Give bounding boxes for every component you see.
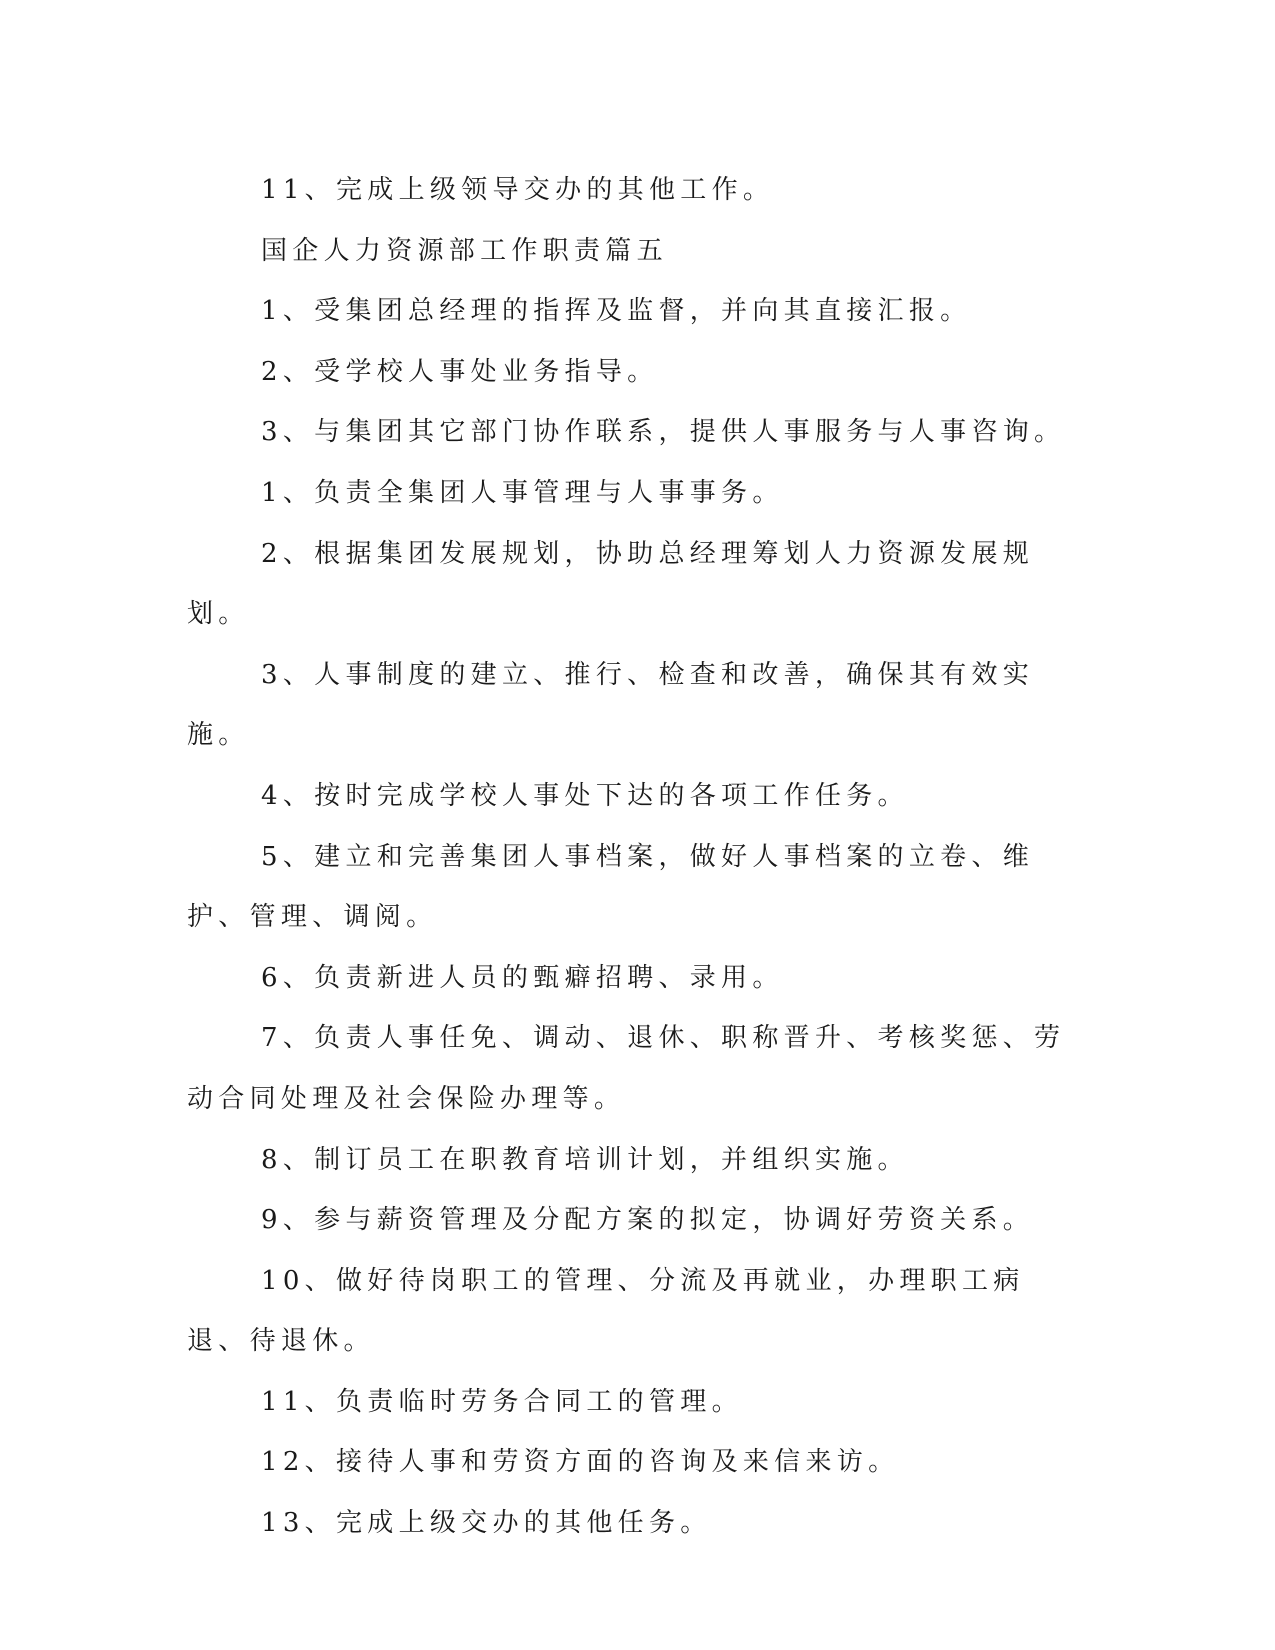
paragraph-reporting-2: 2、受学校人事处业务指导。 [261, 356, 659, 387]
paragraph-duty-6: 6、负责新进人员的甄癖招聘、录用。 [261, 962, 784, 993]
paragraph-duty-3: 3、人事制度的建立、推行、检查和改善，确保其有效实施。 [187, 659, 1035, 751]
paragraph-duty-12: 12、接待人事和劳资方面的咨询及来信来访。 [261, 1447, 900, 1478]
paragraph-closing-item-11: 11、完成上级领导交办的其他工作。 [261, 175, 775, 205]
paragraph-duty-9: 9、参与薪资管理及分配方案的拟定，协调好劳资关系。 [261, 1205, 1035, 1236]
paragraph-duty-1: 1、负责全集团人事管理与人事事务。 [261, 477, 784, 508]
paragraph-reporting-1: 1、受集团总经理的指挥及监督，并向其直接汇报。 [261, 296, 972, 327]
paragraph-duty-7: 7、负责人事任免、调动、退休、职称晋升、考核奖惩、劳动合同处理及社会保险办理等。 [187, 1023, 1066, 1114]
paragraph-duty-2: 2、根据集团发展规划，协助总经理筹划人力资源发展规划。 [187, 538, 1035, 630]
paragraph-duty-13: 13、完成上级交办的其他任务。 [261, 1508, 712, 1539]
paragraph-duty-11: 11、负责临时劳务合同工的管理。 [261, 1386, 743, 1417]
document-body [187, 160, 1067, 1554]
paragraph-duty-10: 10、做好待岗职工的管理、分流及再就业，办理职工病退、待退休。 [187, 1265, 1025, 1357]
section-heading: 国企人力资源部工作职责篇五 [261, 235, 668, 266]
paragraph-reporting-3: 3、与集团其它部门协作联系，提供人事服务与人事咨询。 [261, 417, 1066, 448]
paragraph-duty-8: 8、制订员工在职教育培训计划，并组织实施。 [261, 1144, 909, 1175]
paragraph-duty-4: 4、按时完成学校人事处下达的各项工作任务。 [261, 780, 909, 811]
paragraph-duty-5: 5、建立和完善集团人事档案，做好人事档案的立卷、维护、管理、调阅。 [187, 841, 1035, 933]
